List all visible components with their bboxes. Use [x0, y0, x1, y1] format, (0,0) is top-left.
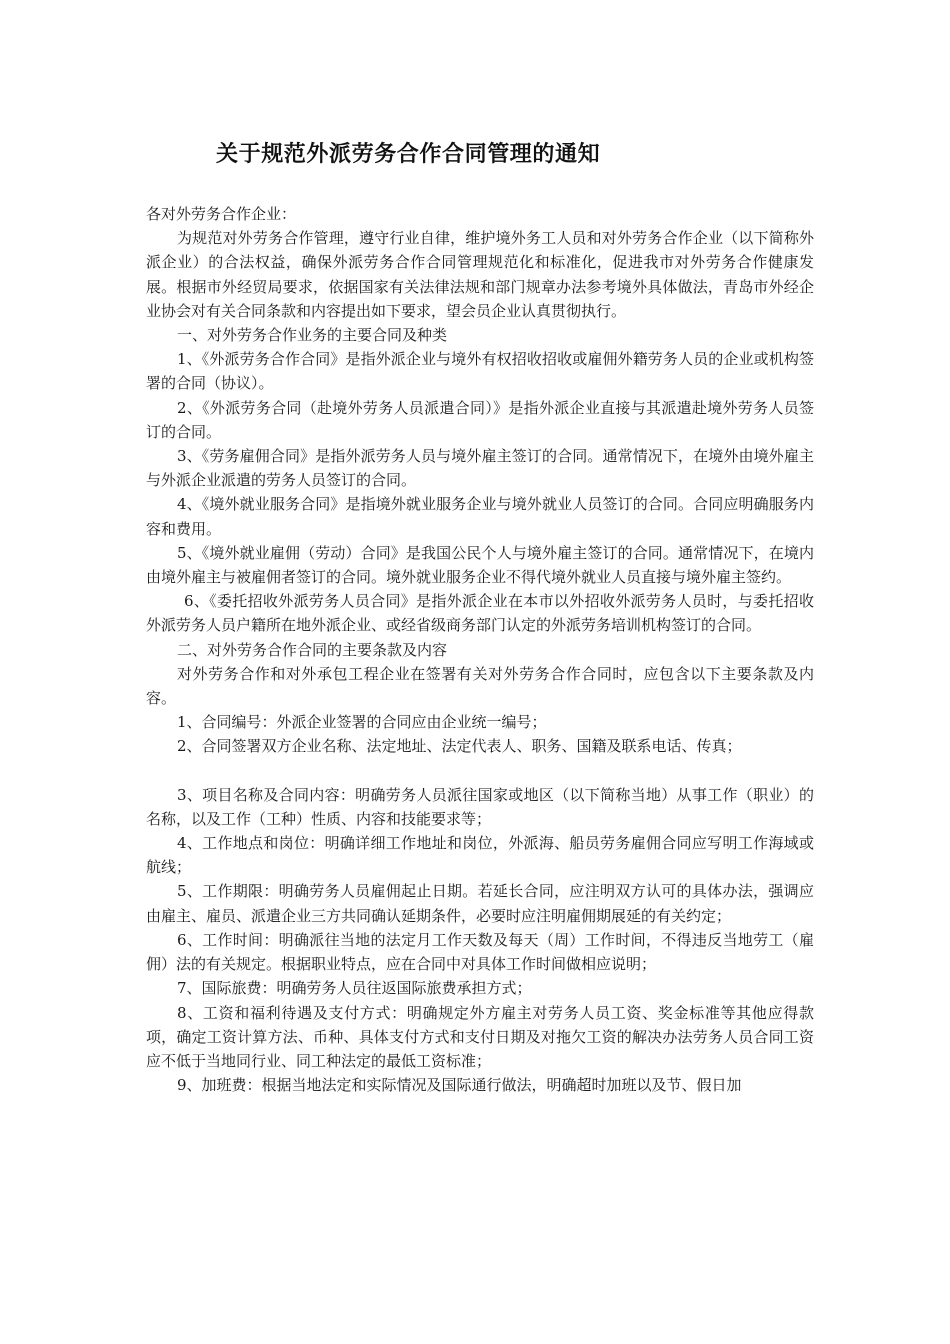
section-2-item: 7、国际旅费：明确劳务人员往返国际旅费承担方式；: [177, 979, 532, 998]
section-1-heading: 一、对外劳务合作业务的主要合同及种类: [177, 326, 448, 345]
section-1-item: 2、《外派劳务合同（赴境外劳务人员派遣合同）》是指外派企业直接与其派遣赴境外劳务人员签订的合同。: [146, 398, 814, 441]
document-body: [146, 202, 814, 1097]
section-2-item: 2、合同签署双方企业名称、法定地址、法定代表人、职务、国籍及联系电话、传真；: [177, 737, 742, 756]
section-1-item: 4、《境外就业服务合同》是指境外就业服务企业与境外就业人员签订的合同。合同应明确服务内容和费用。: [146, 495, 814, 538]
salutation: 各对外劳务合作企业：: [146, 205, 297, 223]
section-2-item: 1、合同编号：外派企业签署的合同应由企业统一编号；: [177, 713, 547, 732]
section-2-item: 9、加班费：根据当地法定和实际情况及国际通行做法，明确超时加班以及节、假日加: [177, 1076, 742, 1095]
section-2-item: 3、项目名称及合同内容：明确劳务人员派往国家或地区（以下简称当地）从事工作（职业）的名称，以及工作（工种）性质、内容和技能要求等；: [146, 785, 814, 828]
section-2-item: 5、工作期限：明确劳务人员雇佣起止日期。若延长合同，应注明双方认可的具体办法，强调应由雇主、雇员、派遣企业三方共同确认延期条件，必要时应注明雇佣期展延的有关约定；: [146, 882, 814, 925]
section-2-intro: 对外劳务合作和对外承包工程企业在签署有关对外劳务合作合同时，应包含以下主要条款及内容。: [146, 664, 814, 708]
section-1-item: 1、《外派劳务合作合同》是指外派企业与境外有权招收招收或雇佣外籍劳务人员的企业或机构签署的合同（协议）。: [146, 350, 814, 393]
document-title: 关于规范外派劳务合作合同管理的通知: [216, 142, 601, 167]
section-1-item: 6、《委托招收外派劳务人员合同》是指外派企业在本市以外招收外派劳务人员时，与委托招收外派劳务人员户籍所在地外派企业、或经省级商务部门认定的外派劳务培训机构签订的合同。: [146, 592, 814, 635]
section-2-item: 4、工作地点和岗位：明确详细工作地址和岗位，外派海、船员劳务雇佣合同应写明工作海域或航线；: [146, 834, 814, 877]
section-1-item: 3、《劳务雇佣合同》是指外派劳务人员与境外雇主签订的合同。通常情况下，在境外由境外雇主与外派企业派遣的劳务人员签订的合同。: [146, 447, 814, 490]
intro-paragraph: 为规范对外劳务合作管理，遵守行业自律，维护境外务工人员和对外劳务合作企业（以下简称外派企业）的合法权益，确保外派劳务合作合同管理规范化和标准化，促进我市对外劳务合作健康发展。根据市外经贸局要求，依据国家有关法律法规和部门规章办法参考境外具体做法，青岛市外经企业协会对有关合同条款和内容提出如下要求，望会员企业认真贯彻执行。: [146, 229, 814, 320]
section-1-item: 5、《境外就业雇佣（劳动）合同》是我国公民个人与境外雇主签订的合同。通常情况下，在境内由境外雇主与被雇佣者签订的合同。境外就业服务企业不得代境外就业人员直接与境外雇主签约。: [146, 543, 814, 587]
section-2-item: 6、工作时间：明确派往当地的法定月工作天数及每天（周）工作时间，不得违反当地劳工（雇佣）法的有关规定。根据职业特点，应在合同中对具体工作时间做相应说明；: [146, 930, 814, 974]
section-2-item: 8、工资和福利待遇及支付方式：明确规定外方雇主对劳务人员工资、奖金标准等其他应得款项，确定工资计算方法、币种、具体支付方式和支付日期及对拖欠工资的解决办法劳务人员合同工资应不低于当地同行业、同工种法定的最低工资标准；: [146, 1003, 814, 1070]
section-2-heading: 二、对外劳务合作合同的主要条款及内容: [177, 640, 448, 659]
